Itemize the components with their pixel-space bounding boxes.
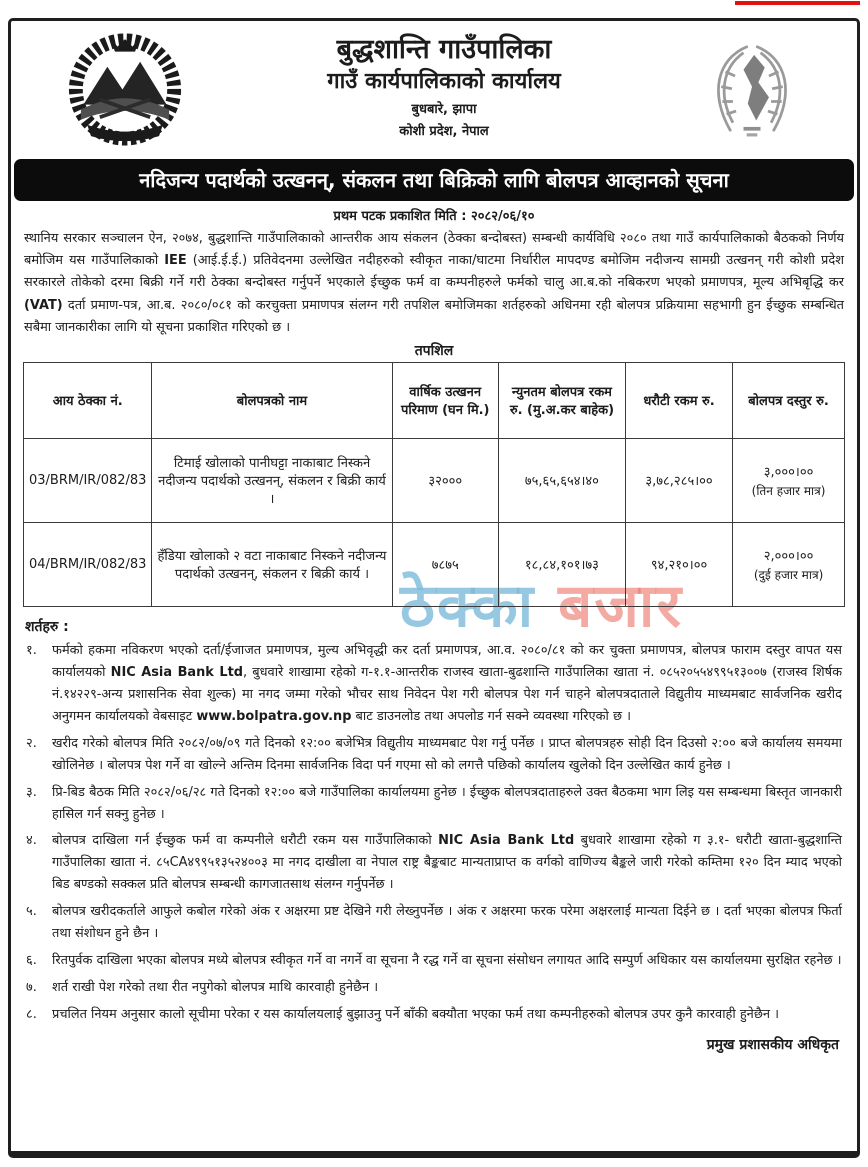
cell-bid-name: हँडिया खोलाको २ वटा नाकाबाट निस्कने नदीजन्य पदार्थको उत्खनन्, संकलन र बिक्री कार्य । [152, 522, 392, 606]
condition-item [26, 830, 842, 896]
table-header-row [24, 362, 845, 438]
condition-number: ८. [26, 1007, 37, 1022]
condition-item [26, 733, 842, 777]
nepal-coat-of-arms-logo [61, 29, 189, 155]
cell-min-amount: ७५,६५,६५४।४० [498, 438, 625, 522]
cell-quantity: ७८७५ [392, 522, 498, 606]
office-address-line2: कोशी प्रदेश, नेपाल [399, 124, 489, 140]
condition-item [26, 1004, 842, 1026]
condition-text: शर्त राखी पेश गरेको तथा रीत नपुगेको बोलपत्र माथि कारवाही हुनेछैन । [52, 980, 379, 996]
condition-item [26, 977, 842, 999]
condition-text: रितपुर्वक दाखिला भएका बोलपत्र मध्ये बोलपत्र स्वीकृत गर्ने वा नगर्ने वा सूचना नै रद्ध गर्ने वा सूचना संसोधन लगायत आदि सम्पुर्ण अधिकार यस कार्यालयमा सुरक्षित रहनेछ । [52, 953, 842, 969]
header-bid-name: बोलपत्रको नाम [152, 362, 392, 438]
watermark-part-1: ठेक्का [400, 571, 536, 641]
condition-text: फर्मको हकमा नविकरण भएको दर्ता/ईजाजत प्रमाणपत्र, मुल्य अभिवृद्धी कर दर्ता प्रमाणपत्र, आ.व. २०८०/८१ को कर चुक्ता प्रमाणपत्र, बोलपत्र फाराम दस्तुर वापत यस कार्यालयको NIC Asia Bank Ltd, बुधवारे शाखामा रहेको ग-१.१-आन्तरीक राजस्व खाता-बुढशान्ति गाउँपालिका खाता नं. ०८५२०५५४९९५१३००७ (राजस्व शिर्षक नं.१४२२९-अन्य प्रशासनिक सेवा शुल्क) मा नगद जम्मा गरेको भौचर साथ निवेदन पेश गरी बोलपत्र पेश गर्न चाहने बोलपत्रदाताले विद्युतीय माध्यमबाट सार्वजनिक खरीद अनुगमन कार्यालयको वेबसाइट www.bolpatra.gov.np बाट डाउनलोड तथा अपलोड गर्न सक्ने व्यवस्था गरिएको छ । [52, 642, 842, 724]
municipality-emblem-logo [699, 37, 805, 149]
condition-item [26, 782, 842, 826]
cell-fee [733, 522, 845, 606]
publication-date-line: प्रथम पटक प्रकाशित मिति : २०८२/०६/१० [333, 209, 535, 224]
cell-quantity: ३२००० [392, 438, 498, 522]
municipality-name: बुद्धशान्ति गाउँपालिका [336, 34, 552, 65]
cell-deposit: ३,७८,२८५।०० [625, 438, 732, 522]
table-row [24, 522, 845, 606]
condition-number: ५. [26, 904, 37, 920]
signature-title: प्रमुख प्रशासकीय अधिकृत [706, 1036, 839, 1053]
conditions-list [11, 638, 857, 1026]
table-caption: तपशिल [414, 342, 454, 359]
condition-text: बोलपत्र खरीदकर्ताले आफुले कबोल गरेको अंक र अक्षरमा प्रष्ट देखिने गरी लेख्नुपर्नेछ । अंक र अक्षरमा फरक परेमा अक्षरलाई मान्यता दिईने छ । दर्ता भएका बोलपत्र फिर्ता तथा संशोधन हुने छैन । [52, 904, 842, 942]
condition-number: ७. [26, 980, 37, 996]
cell-thekka-no: 03/BRM/IR/082/83 [24, 438, 152, 522]
header-annual-quantity: वार्षिक उत्खनन परिमाण (घन मि.) [392, 362, 498, 438]
notice-body-paragraph: स्थानिय सरकार सञ्चालन ऐन, २०७४, बुद्धशान्ति गाउँपालिकाको आन्तरीक आय संकलन (ठेक्का बन्दोबस्त) सम्बन्धी कार्यविधि २०८० तथा गाउँ कार्यपालिकाको बैठकको निर्णय बमोजिम यस गाउँपालिकाको IEE (आई.ई.ई.) प्रतिवेदनमा उल्लेखित नदीहरुको स्वीकृत नाका/घाटमा निर्धारील मापदण्ड बमोजिम नदीजन्य सामग्री उत्खनन् गरी कोशी प्रदेश सरकारले तोकेको दरमा बिक्री गर्ने गरी ठेक्का बन्दोबस्त गर्नुपर्ने भएकाले ईच्छुक फर्म वा कम्पनीहरुले फर्मको चालु आ.ब.को नबिकरण भएको प्रमाणपत्र, मूल्य अभिबृद्धि कर (VAT) दर्ता प्रमाण-पत्र, आ.ब. २०८०/०८१ को करचुक्ता प्रमाणपत्र संलग्न गरी तपशिल बमोजिमका शर्तहरुको अधिनमा रही बोलपत्र प्रक्रियामा सहभागी हुन ईच्छुक सम्बन्धित सबैमा जानकारीका लागि यो सूचना प्रकाशित गरिएको छ । [24, 231, 844, 335]
condition-number: ६. [26, 953, 37, 969]
cell-min-amount: १८,८४,१०१।७३ [498, 522, 625, 606]
header-deposit-amount: धरौटी रकम रु. [625, 362, 732, 438]
fee-note: (तिन हजार मात्र) [751, 483, 826, 498]
tender-details-table [23, 362, 845, 607]
condition-text: प्रचलित नियम अनुसार कालो सूचीमा परेका र यस कार्यालयलाई बुझाउनु पर्ने बाँकी बक्यौता भएका फर्म तथा कम्पनीहरुको बोलपत्र उपर कुनै कारवाही हुनेछैन । [52, 1007, 779, 1022]
fee-amount: २,०००।०० [763, 548, 814, 564]
header-thekka-no: आय ठेक्का नं. [24, 362, 152, 438]
conditions-heading: शर्तहरु : [25, 618, 69, 635]
condition-item [26, 640, 842, 728]
cell-thekka-no: 04/BRM/IR/082/83 [24, 522, 152, 606]
document-border-frame [8, 18, 860, 1158]
table-row [24, 438, 845, 522]
fee-note: (दुई हजार मात्र) [753, 567, 824, 582]
header-bid-fee: बोलपत्र दस्तुर रु. [733, 362, 845, 438]
condition-number: ३. [26, 784, 37, 800]
condition-number: २. [26, 735, 37, 751]
condition-item [26, 901, 842, 945]
letterhead [11, 21, 857, 155]
office-name: गाउँ कार्यपालिकाको कार्यालय [327, 68, 561, 94]
condition-text: प्रि-बिड बैठक मिति २०८२/०६/२८ गते दिनको १२:०० बजे गाउँपालिका कार्यालयमा हुनेछ । ईच्छुक बोलपत्रदाताहरुले उक्त बैठकमा भाग लिइ यस सम्बन्धमा बिस्तृत जानकारी हासिल गर्न सक्नु हुनेछ । [52, 784, 842, 822]
condition-item [26, 950, 842, 972]
red-top-mark [735, 1, 860, 5]
cell-deposit: ९४,२१०।०० [625, 522, 732, 606]
condition-number: ४. [26, 833, 37, 849]
office-address-line1: बुधबारे, झापा [411, 101, 477, 117]
letterhead-titles [189, 29, 699, 142]
condition-text: बोलपत्र दाखिला गर्न ईच्छुक फर्म वा कम्पनीले धरौटी रकम यस गाउँपालिकाको NIC Asia Bank Ltd बुधवारे शाखामा रहेको ग ३.१- धरौटी खाता-बुद्धशान्ति गाउँपालिका खाता नं. ८५CA४९९५१३५२४००३ मा नगद दाखीला वा नेपाल राष्ट्र बैङ्कबाट मान्यताप्राप्त क वर्गको वाणिज्य बैङ्कले जारी गरेको कम्तिमा १२० दिन म्याद भएको बिड बण्डको सक्कल प्रति बोलपत्र सम्बन्धी कागजातसाथ संलग्न गर्नुपर्नेछ । [52, 833, 842, 893]
cell-fee [733, 438, 845, 522]
fee-amount: ३,०००।०० [763, 464, 814, 480]
condition-text: खरीद गरेको बोलपत्र मिति २०८२/०७/०९ गते दिनको १२:०० बजेभित्र विद्युतीय माध्यमबाट पेश गर्नु पर्नेछ । प्राप्त बोलपत्रहरु सोही दिन दिउसो २:०० बजे कार्यालय समयमा खोलिनेछ । बोलपत्र पेश गर्ने वा खोल्ने अन्तिम दिनमा सार्वजनिक विदा पर्न गएमा सो को लगत्तै पछिको कार्यालय खुलेको दिन उल्लेखित कार्य हुनेछ । [52, 735, 842, 773]
cell-bid-name: टिमाई खोलाको पानीघट्टा नाकाबाट निस्कने नदीजन्य पदार्थको उत्खनन्, संकलन र बिक्री कार्य । [152, 438, 392, 522]
header-min-bid-amount: न्युनतम बोलपत्र रकम रु. (मु.अ.कर बाहेक) [498, 362, 625, 438]
condition-number: १. [26, 642, 37, 658]
notice-title-banner: नदिजन्य पदार्थको उत्खनन्, संकलन तथा बिक्रिको लागि बोलपत्र आव्हानको सूचना [14, 159, 854, 201]
watermark-part-2: बजार [558, 571, 683, 641]
